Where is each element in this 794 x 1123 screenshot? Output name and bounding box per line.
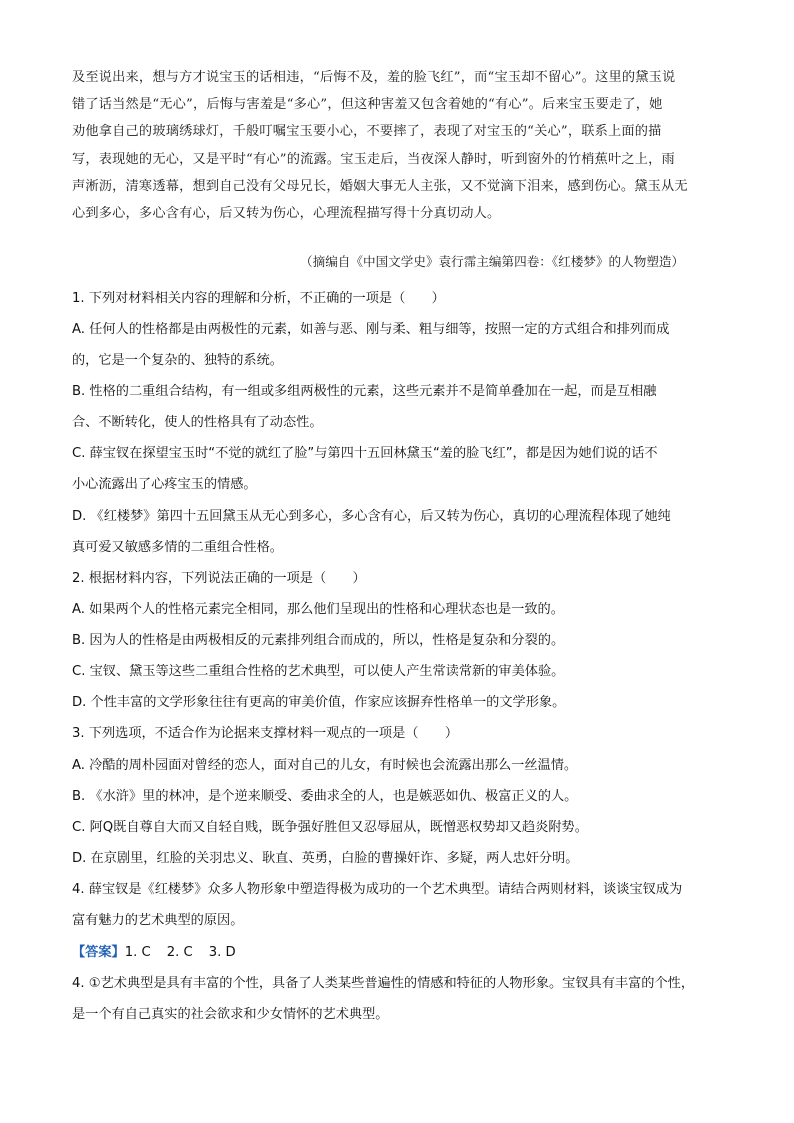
question-1-option-d-cont: 真可爱又敏感多情的二重组合性格。 <box>72 540 283 555</box>
question-3-option-d: D. 在京剧里，红脸的关羽忠义、耿直、英勇，白脸的曹操奸诈、多疑，两人忠奸分明。 <box>72 851 579 866</box>
passage-line: 劝他拿自己的玻璃绣球灯，千般叮嘱宝玉要小心，不要摔了，表现了对宝玉的“关心”，联系上面的描 <box>72 124 662 140</box>
passage-excerpt <box>72 64 724 227</box>
answer-2: 2. C <box>166 945 193 960</box>
question-1-option-c-cont: 小心流露出了心疼宝玉的情感。 <box>72 477 257 492</box>
question-1-stem: 1. 下列对材料相关内容的理解和分析，不正确的一项是（ ） <box>72 291 445 306</box>
question-2-option-b: B. 因为人的性格是由两极相反的元素排列组合而成的，所以，性格是复杂和分裂的。 <box>72 633 565 648</box>
question-3-option-a: A. 冷酷的周朴园面对曾经的恋人，面对自己的儿女，有时候也会流露出那么一丝温情。 <box>72 758 578 773</box>
question-3-option-c: C. 阿Q既自尊自大而又自轻自贱，既争强好胜但又忍辱屈从，既憎恶权势却又趋炎附势。 <box>72 820 588 835</box>
question-1-option-a: A. 任何人的性格都是由两极性的元素，如善与恶、刚与柔、粗与细等，按照一定的方式组合和排列而成 <box>72 322 670 337</box>
answer-key-row <box>72 941 236 960</box>
question-2-option-d: D. 个性丰富的文学形象往往有更高的审美价值，作家应该摒弃性格单一的文学形象。 <box>72 695 566 710</box>
passage-line: 心到多心，多心含有心，后又转为伤心，心理流程描写得十分真切动人。 <box>72 205 501 221</box>
question-3-option-b: B. 《水浒》里的林冲，是个逆来顺受、委曲求全的人，也是嫉恶如仇、极富正义的人。 <box>72 789 578 804</box>
question-1-option-b-cont: 合、不断转化，使人的性格具有了动态性。 <box>72 415 323 430</box>
passage-line: 错了话当然是“无心”，后悔与害羞是“多心”，但这种害羞又包含着她的“有心”。后来宝玉要走了，她 <box>72 97 663 113</box>
question-1-option-d: D. 《红楼梦》第四十五回黛玉从无心到多心，多心含有心，后又转为伤心，真切的心理流程体现了她纯 <box>72 509 671 524</box>
question-1-option-a-cont: 的，它是一个复杂的、独特的系统。 <box>72 353 283 368</box>
question-1-option-b: B. 性格的二重组合结构，有一组或多组两极性的元素，这些元素并不是简单叠加在一起，而是互相融 <box>72 384 657 399</box>
passage-line: 及至说出来，想与方才说宝玉的话相违，“后悔不及，羞的脸飞红”，而“宝玉却不留心”。这里的黛玉说 <box>72 70 676 85</box>
answer-4-cont: 是一个有自己真实的社会欲求和少女情怀的艺术典型。 <box>72 1007 389 1022</box>
passage-citation: （摘编自《中国文学史》袁行霈主编第四卷：《红楼梦》的人物塑造） <box>300 254 685 269</box>
question-2-option-a: A. 如果两个人的性格元素完全相同，那么他们呈现出的性格和心理状态也是一致的。 <box>72 602 564 617</box>
answer-3: 3. D <box>208 945 236 960</box>
passage-line: 写，表现她的无心，又是平时“有心”的流露。宝玉走后，当夜深人静时，听到窗外的竹梢蕉叶之上，雨 <box>72 151 675 167</box>
answer-4: 4. ①艺术典型是具有丰富的个性，具备了人类某些普遍性的情感和特征的人物形象。宝钗具有丰富的个性， <box>72 976 695 991</box>
question-1-option-c: C. 薛宝钗在探望宝玉时“不觉的就红了脸”与第四十五回林黛玉“羞的脸飞红”，都是因为她们说的话不 <box>72 446 658 461</box>
answer-1: 1. C <box>124 945 151 960</box>
question-4-stem: 4. 薛宝钗是《红楼梦》众多人物形象中塑造得极为成功的一个艺术典型。请结合两则材料，谈谈宝钗成为 <box>72 882 683 897</box>
question-2-stem: 2. 根据材料内容，下列说法正确的一项是（ ） <box>72 571 366 586</box>
passage-line: 声淅沥，清寒透幕，想到自己没有父母兄长，婚姻大事无人主张，又不觉滴下泪来，感到伤心。黛玉从无 <box>72 178 688 194</box>
question-3-stem: 3. 下列选项，不适合作为论据来支撑材料一观点的一项是（ ） <box>72 726 459 741</box>
answer-tag: 【答案】 <box>72 945 125 960</box>
question-4-stem-cont: 富有魅力的艺术典型的原因。 <box>72 913 244 928</box>
question-2-option-c: C. 宝钗、黛玉等这些二重组合性格的艺术典型，可以使人产生常读常新的审美体验。 <box>72 664 565 679</box>
